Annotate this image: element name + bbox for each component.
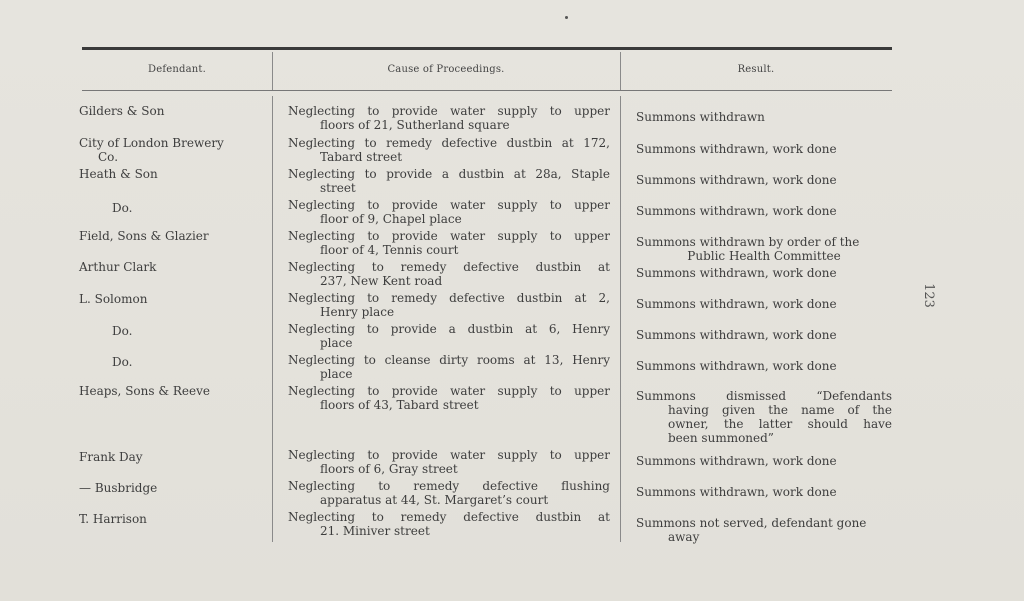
defendant-text: T. Harrison	[79, 512, 147, 526]
cause-text: Neglecting to provide water supply to upper	[288, 448, 610, 462]
defendant-text: L. Solomon	[79, 292, 148, 306]
column-divider	[272, 96, 273, 542]
cause-text: floors of 6, Gray street	[320, 462, 458, 476]
cause-text: 237, New Kent road	[320, 274, 443, 288]
cause-text: floors of 43, Tabard street	[320, 398, 479, 412]
defendant-cell	[79, 136, 269, 164]
cause-text: Henry place	[320, 305, 395, 319]
defendant-text: City of London Brewery	[79, 136, 224, 150]
defendant-text: Field, Sons & Glazier	[79, 229, 209, 243]
defendant-text: Co.	[98, 150, 119, 164]
cause-text: Neglecting to remedy defective dustbin at	[288, 260, 610, 274]
result-cell	[636, 266, 892, 280]
cause-text: floors of 21, Sutherland square	[320, 118, 510, 132]
cause-cell	[288, 136, 610, 164]
result-cell	[636, 297, 892, 311]
cause-cell	[288, 510, 610, 538]
cause-text: 21. Miniver street	[320, 524, 430, 538]
result-text: Public Health Committee	[687, 249, 841, 263]
defendant-text: Do.	[112, 355, 133, 369]
result-cell	[636, 328, 892, 342]
defendant-cell	[79, 512, 269, 526]
header-result: Result.	[737, 64, 775, 75]
result-text: Summons withdrawn, work done	[636, 204, 837, 218]
result-cell	[636, 204, 892, 218]
cause-cell	[288, 198, 610, 226]
cause-cell	[288, 104, 610, 132]
header-defendant: Defendant.	[148, 64, 206, 75]
defendant-text: Do.	[112, 324, 133, 338]
defendant-cell	[79, 481, 269, 495]
result-text: having given the name of the	[668, 403, 892, 417]
column-divider	[620, 96, 621, 542]
cause-text: Neglecting to provide water supply to upper	[288, 104, 610, 118]
defendant-cell	[79, 104, 269, 118]
table-top-rule	[82, 47, 892, 50]
result-text: Summons withdrawn, work done	[636, 266, 837, 280]
result-cell	[636, 173, 892, 187]
defendant-cell	[112, 355, 302, 369]
result-text: Summons not served, defendant gone	[636, 516, 867, 530]
result-text: Summons withdrawn, work done	[636, 173, 837, 187]
cause-text: street	[320, 181, 356, 195]
result-cell	[636, 389, 892, 445]
header-bottom-rule	[82, 90, 892, 91]
cause-text: Neglecting to provide water supply to upper	[288, 229, 610, 243]
cause-cell	[288, 384, 610, 412]
cause-cell	[288, 167, 610, 195]
cause-cell	[288, 291, 610, 319]
cause-cell	[288, 479, 610, 507]
defendant-text: Gilders & Son	[79, 104, 165, 118]
result-cell	[636, 110, 892, 124]
cause-text: Neglecting to remedy defective dustbin at 2,	[288, 291, 610, 305]
result-text: Summons withdrawn, work done	[636, 328, 837, 342]
result-text: Summons withdrawn, work done	[636, 359, 837, 373]
defendant-cell	[79, 292, 269, 306]
cause-text: Neglecting to provide water supply to upper	[288, 198, 610, 212]
defendant-text: Frank Day	[79, 450, 143, 464]
defendant-text: Heaps, Sons & Reeve	[79, 384, 210, 398]
result-cell	[636, 485, 892, 499]
defendant-cell	[79, 229, 269, 243]
header-cause: Cause of Proceedings.	[387, 64, 505, 75]
cause-text: Neglecting to remedy defective dustbin at	[288, 510, 610, 524]
defendant-cell	[79, 384, 269, 398]
cause-text: place	[320, 367, 353, 381]
cause-cell	[288, 322, 610, 350]
result-cell	[636, 235, 892, 263]
defendant-cell	[112, 324, 302, 338]
defendant-cell	[79, 260, 269, 274]
result-text: been summoned”	[668, 431, 774, 445]
defendant-cell	[112, 201, 302, 215]
result-text: owner, the latter should have	[668, 417, 892, 431]
cause-text: floor of 4, Tennis court	[320, 243, 459, 257]
defendant-text: — Busbridge	[79, 481, 158, 495]
result-text: Summons withdrawn, work done	[636, 142, 837, 156]
defendant-text: Arthur Clark	[79, 260, 157, 274]
cause-text: Neglecting to provide a dustbin at 28a, Staple	[288, 167, 610, 181]
page-number: 123	[920, 283, 936, 308]
cause-cell	[288, 353, 610, 381]
result-text: Summons withdrawn	[636, 110, 765, 124]
result-cell	[636, 142, 892, 156]
result-text: Summons withdrawn, work done	[636, 485, 837, 499]
cause-text: place	[320, 336, 353, 350]
result-text: Summons withdrawn, work done	[636, 297, 837, 311]
ink-speck	[565, 16, 568, 19]
cause-text: Neglecting to provide water supply to upper	[288, 384, 610, 398]
result-cell	[636, 454, 892, 468]
result-text: away	[668, 530, 700, 544]
cause-text: Tabard street	[320, 150, 403, 164]
cause-cell	[288, 448, 610, 476]
result-cell	[636, 516, 892, 544]
result-text: Summons withdrawn by order of the	[636, 235, 860, 249]
result-text: Summons withdrawn, work done	[636, 454, 837, 468]
cause-text: Neglecting to remedy defective flushing	[288, 479, 610, 493]
defendant-cell	[79, 450, 269, 464]
cause-cell	[288, 229, 610, 257]
cause-cell	[288, 260, 610, 288]
cause-text: Neglecting to provide a dustbin at 6, Henry	[288, 322, 610, 336]
defendant-text: Heath & Son	[79, 167, 158, 181]
cause-text: Neglecting to remedy defective dustbin at 172,	[288, 136, 610, 150]
cause-text: apparatus at 44, St. Margaret’s court	[320, 493, 549, 507]
defendant-text: Do.	[112, 201, 133, 215]
cause-text: floor of 9, Chapel place	[320, 212, 462, 226]
cause-text: Neglecting to cleanse dirty rooms at 13, Henry	[288, 353, 610, 367]
result-text: Summons dismissed “Defendants	[636, 389, 892, 403]
defendant-cell	[79, 167, 269, 181]
result-cell	[636, 359, 892, 373]
